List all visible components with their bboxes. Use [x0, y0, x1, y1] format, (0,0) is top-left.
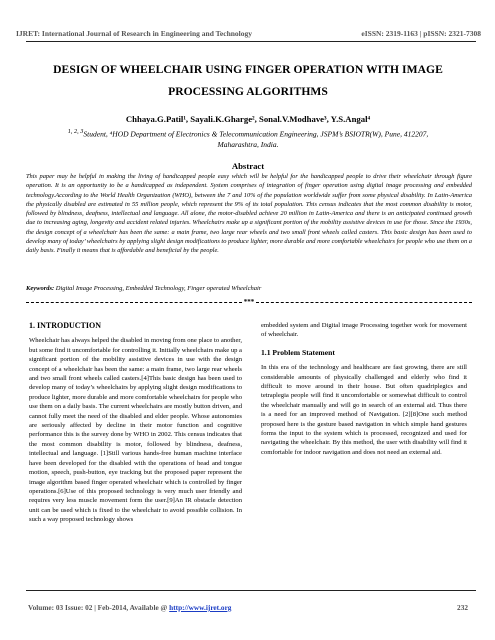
footer-volume: [28, 603, 231, 612]
separator-dash-right: [256, 302, 472, 303]
introduction-text: Wheelchair has always helped the disabled in moving from one place to another, but some find it uncomfortable for controlling it. Initially wheelchairs make up a significant portion of the mobility assistive devices in use with the design concept of a wheelchair has been the same: a main frame, two large rear wheels and two small front wheels called casters.[4]This basic design has been used to develop many of today’s wheelchairs by applying slight design modifications to produce lighter, more durable and more comfortable wheelchairs for people who use them on a daily basis. The current wheelchairs are mostly button driven, and cannot fully meet the need of the disabled and elder people. Whose autonomies are seriously affected by decline in their motor function and cognitive performance this is the survey done by WHO in 2002. This census indicates that the most common disability is motor, followed by blindness, deafness, intellectual and language. [1]Still various hands-free human machine interface have been developed for the disabled with the operations of head and tongue motion, speech, push-button, eye tracking but the proposed paper represent the image algorithm based finger operated wheelchair which is controlled by finger operations.[6]Use of this proposed technology is very much user friendly and requires very less muscle movement form the user.[9]An IR obstacle detection unit can be used which is fixed to the wheelchair to avoid possible collision. In such a way proposed technology shows: [29, 337, 242, 524]
journal-issn: eISSN: 2319-1163 | pISSN: 2321-7308: [361, 29, 481, 38]
title-line-2: PROCESSING ALGORITHMS: [168, 85, 328, 98]
title-line-1: DESIGN OF WHEELCHAIR USING FINGER OPERATION WITH IMAGE: [53, 63, 443, 76]
page-number: 232: [457, 603, 468, 612]
section-separator: [26, 298, 472, 306]
author-list: Chhaya.G.Patil¹, Sayali.K.Gharge², Sonal.V.Modhave³, Y.S.Angal⁴: [125, 114, 371, 124]
affiliation-line-1: Student, ⁴HOD Department of Electronics & Telecommunication Engineering, JSPM’s BSIOTR(W), Pune, 412207,: [83, 129, 429, 139]
right-column: [261, 321, 467, 457]
keywords-text: Digital Image Processing, Embedded Technology, Finger operated Wheelchair: [54, 285, 262, 292]
keywords-label: Keywords:: [26, 285, 55, 292]
paper-title: [22, 59, 474, 103]
introduction-heading: 1. INTRODUCTION: [29, 321, 102, 330]
introduction-continuation: embedded system and Digital image Processing together work for movement of wheelchair.: [261, 322, 467, 339]
journal-name: IJRET: International Journal of Research in Engineering and Technology: [16, 29, 253, 38]
affiliation: [40, 127, 456, 150]
abstract-heading: Abstract: [231, 161, 265, 171]
problem-statement-heading: 1.1 Problem Statement: [261, 347, 335, 357]
abstract-text: This paper may be helpful in making the living of handicapped people easy which will be helpful for the handicapped people to drive their wheelchair through figure operation. It is an opportunity to be a handicapped as independent. System comprises of integration of finger operation using digital image processing and embedded technology.According to the World Health Organization (WHO), between the 7 and 10% of the population worldwide suffer from some physical disability. In Latin-America the physically disabled are estimated in 55 million people, which represent the 9% of its total population. This census indicates that the most common disability is motor, followed by blindness, deafness, intellectual and language. All alone, the motor-disabled achieve 20 million in Latin-America and there is an anticipated continued growth due to increasing aging, longevity and accident related injuries. Wheelchairs make up a significant portion of the mobility assistive devices in use for those. Since the 1930s, the design concept of a wheelchair has been the same: a main frame, two large rear wheels and two small front wheels called casters. This basic design has been used to develop many of today’ wheelchairs by applying slight design modifications to produce lighter, more durable and more comfortable wheelchairs for people who use them on a daily basis. Finally it means that is affordable and beneficial by the people.: [26, 173, 472, 255]
separator-stars: ***: [243, 298, 255, 306]
page-footer: [28, 603, 468, 612]
footer-url-link[interactable]: http://www.ijret.org: [169, 603, 232, 612]
footer-volume-text: Volume: 03 Issue: 02 | Feb-2014, Available @: [28, 603, 170, 612]
affiliation-line-2: Maharashtra, India.: [217, 139, 279, 149]
header-rule: [26, 41, 476, 42]
problem-statement-text: In this era of the technology and healthcare are fast growing, there are still considerable amounts of physically challenged and elderly who find it difficult to move around in their house. But often quadriplegics and tetraplegia people will find it uncomfortable or somewhat difficult to control the wheelchair manually and will go in search of an external aid. Thus there is a need for an improved method of Navigation. [2][8]One such method proposed here is the gesture based navigation in which simple hand gestures forms the input to the system which is processed, recognized and used for navigating the wheelchair. By this method, the user with disability will find it comfortable for indoor navigation and does not need an external aid.: [261, 364, 467, 456]
separator-dash-left: [26, 302, 242, 303]
keywords: [26, 285, 472, 292]
footer-rule: [26, 590, 476, 591]
left-column: [29, 321, 242, 525]
journal-header: [16, 29, 481, 38]
affiliation-marks: 1, 2, 3: [67, 128, 84, 135]
